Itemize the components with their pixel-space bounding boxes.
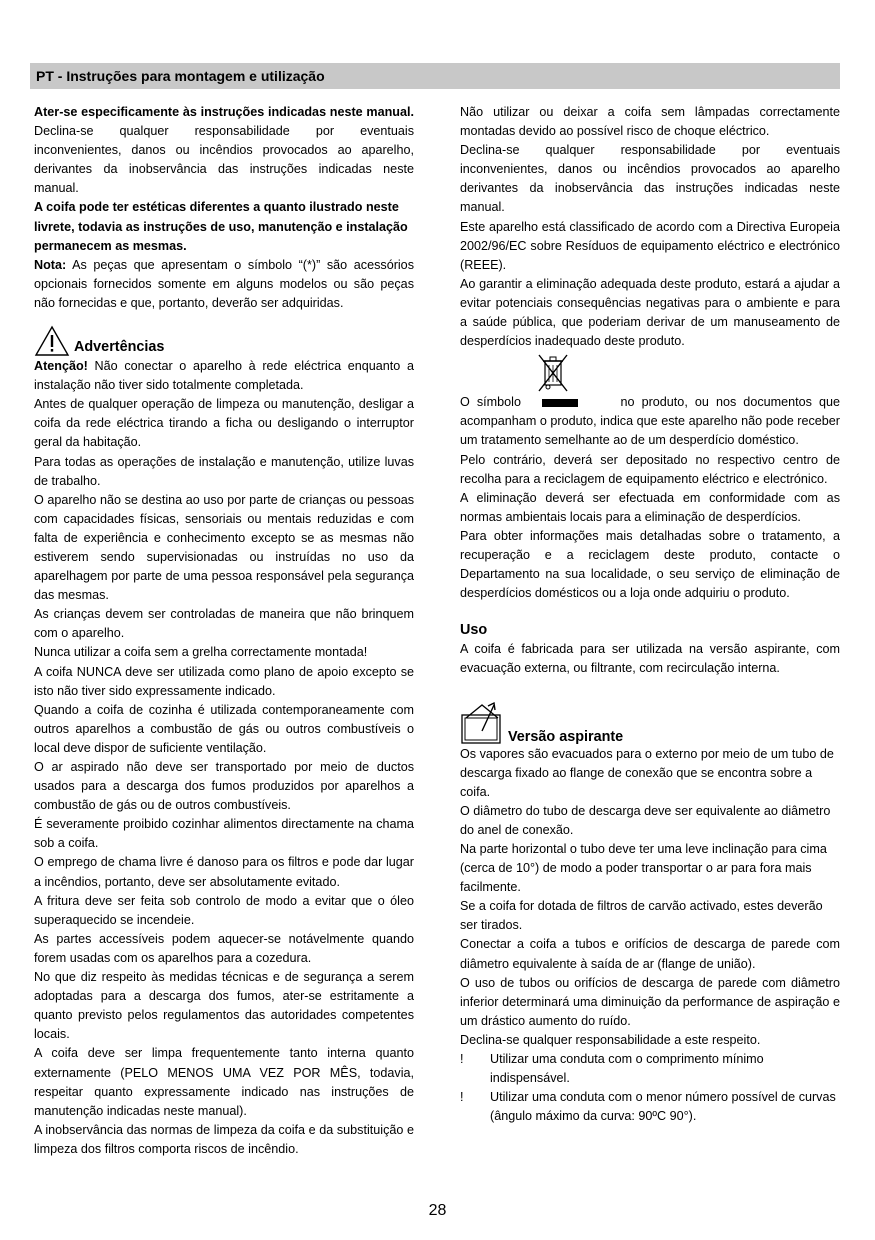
bullet-mark: ! [460,1052,464,1067]
weee-directive-paragraph: Este aparelho está classificado de acordo com a Directiva Europeia 2002/96/EC sobre Resíduos de equipamento eléctrico e electrónico (REEE). [460,219,840,272]
warning-paragraph: No que diz respeito às medidas técnicas e de segurança a serem adoptadas para a descarga dos fumos, ater-se estritamente a quanto previsto pelos regulamentos das autoridades competentes locais. [34,970,414,1042]
versao-paragraph: Na parte horizontal o tubo deve ter uma leve inclinação para cima (cerca de 10°) de modo a poder transportar o ar para fora mais facilmente. [460,842,827,895]
warning-paragraph: A coifa deve ser limpa frequentemente tanto interna quanto externamente (PELO MENOS UMA VEZ POR MÊS, todavia, respeitar quanto expressamente indicado nas instruções de manutenção indicadas neste manual). [34,1046,414,1118]
nota-paragraph [34,256,414,313]
intro-paragraph [34,103,414,198]
intro-text: Declina-se qualquer responsabilidade por eventuais inconvenientes, danos ou incêndios provocados ao aparelho, derivantes da inobservância das instruções indicadas neste manual. [34,124,414,196]
symbol-before: O símbolo [460,395,521,410]
warning-paragraph: O emprego de chama livre é danoso para os filtros e pode dar lugar a incêndios, portanto, deve ser absolutamente evitado. [34,855,414,889]
list-item [460,1088,840,1126]
crossed-bin-icon [536,353,570,393]
house-exhaust-icon [460,701,504,745]
collection-paragraph: Pelo contrário, deverá ser depositado no respectivo centro de recolha para a reciclagem de equipamento eléctrico e electrónico. [460,452,840,486]
right-column [460,103,840,1126]
warnings-heading-row [34,325,414,357]
uso-paragraph: A coifa é fabricada para ser utilizada na versão aspirante, com evacuação externa, ou filtrante, com recirculação interna. [460,642,840,676]
attention-text: Não conectar o aparelho à rede eléctrica enquanto a instalação não tiver sido totalmente completada. [34,359,414,393]
symbol-paragraph [460,393,840,450]
list-item [460,1050,840,1088]
warning-paragraph: Nunca utilizar a coifa sem a grelha correctamente montada! [34,645,368,660]
attention-label: Atenção! [34,359,88,374]
lamp-paragraph: Não utilizar ou deixar a coifa sem lâmpadas correctamente montadas devido ao possível risco de choque eléctrico. [460,105,840,139]
page-number: 28 [428,1202,447,1219]
environment-paragraph: A eliminação deverá ser efectuada em conformidade com as normas ambientais locais para a eliminação de desperdícios. [460,490,840,524]
versao-title: Versão aspirante [508,728,624,745]
nota-label: Nota: [34,257,67,272]
aesthetics-note: A coifa pode ter estéticas diferentes a quanto ilustrado neste livrete, todavia as instruções de uso, manutenção e instalação permanecem as mesmas. [34,200,408,253]
intro-bold: Ater-se especificamente às instruções indicadas neste manual. [34,105,414,119]
bullet-text: Utilizar uma conduta com o comprimento mínimo indispensável. [490,1052,764,1086]
left-column [34,103,414,1159]
warning-triangle-icon [34,325,70,357]
versao-disclaimer: Declina-se qualquer responsabilidade a este respeito. [460,1032,761,1047]
disclaimer-paragraph: Declina-se qualquer responsabilidade por eventuais inconvenientes, danos ou incêndios provocados ao aparelho derivantes da inobservância das instruções indicadas neste manual. [460,143,840,215]
warning-paragraph: Antes de qualquer operação de limpeza ou manutenção, desligar a coifa da rede eléctrica tirando a ficha ou desligando o interruptor geral da habitação. [34,397,414,450]
warning-paragraph: A coifa NUNCA deve ser utilizada como plano de apoio excepto se isto não tiver sido expressamente indicado. [34,664,414,698]
weee-bar-icon [542,399,578,407]
warning-paragraph: As crianças devem ser controladas de maneira que não brinquem com o aparelho. [34,607,414,641]
nota-text: As peças que apresentam o símbolo “(*)” são acessórios opcionais fornecidos somente em alguns modelos ou são peças não fornecidas e que, portanto, deverão ser adquiridas. [34,257,414,310]
versao-paragraph: Os vapores são evacuados para o externo por meio de um tubo de descarga fixado ao flange de conexão que se encontra sobre a coifa. [460,746,834,799]
weee-icon-row [460,351,840,393]
section-title: PT - Instruções para montagem e utilização [36,68,325,84]
warning-paragraph: As partes accessíveis podem aquecer-se notávelmente quando forem usadas com os aparelhos para a cozedura. [34,931,414,965]
warning-paragraph: É severamente proibido cozinhar alimentos directamente na chama sob a coifa. [34,817,414,851]
warning-paragraph: O aparelho não se destina ao uso por parte de crianças ou pessoas com capacidades físicas, sensoriais ou mentais reduzidas e com falta de experiência e conhecimento excepto se as mesmas não estiverem sendo supervisionadas ou instruídas no uso da aparelhagem por parte de uma pessoa responsável pela segurança das mesmas. [34,492,414,603]
disposal-paragraph: Ao garantir a eliminação adequada deste produto, estará a ajudar a evitar potenciais consequências negativas para o ambiente e para a saúde pública, que poderiam derivar de um manuseamento de desperdícios inadequado deste produto. [460,276,840,349]
versao-paragraph: Se a coifa for dotada de filtros de carvão activado, estes deverão ser tirados. [460,899,823,933]
bullet-mark: ! [460,1090,464,1105]
attention-paragraph [34,357,414,395]
versao-heading-row [460,701,840,745]
symbol-after: no produto, ou nos documentos que acompanham o produto, indica que este aparelho não pode receber um tratamento semelhante ao de um desperdício doméstico. [460,395,840,448]
bullet-text: Utilizar uma conduta com o menor número possível de curvas (ângulo máximo da curva: 90ºC 90°). [490,1090,836,1124]
versao-paragraph: O diâmetro do tubo de descarga deve ser equivalente ao diâmetro do anel de conexão. [460,803,831,837]
warning-paragraph: O ar aspirado não deve ser transportado por meio de ductos usados para a descarga dos fumos produzidos por aparelhos a combustão de gás ou de outros combustíveis. [34,760,414,813]
warnings-title: Advertências [74,339,165,356]
versao-paragraph: O uso de tubos ou orifícios de descarga de parede com diâmetro inferior determinará uma diminuição da performance de aspiração e um drástico aumento do ruído. [460,975,840,1028]
versao-body [460,745,840,936]
warning-paragraph: A fritura deve ser feita sob controlo de modo a evitar que o óleo superaquecido se incendeie. [34,893,414,927]
warning-paragraph: A inobservância das normas de limpeza da coifa e da substituição e limpeza dos filtros comporta riscos de incêndio. [34,1122,414,1156]
uso-title: Uso [460,622,488,639]
section-header [30,63,840,89]
info-paragraph: Para obter informações mais detalhadas sobre o tratamento, a recuperação e a reciclagem deste produto, contacte o Departamento na sua localidade, o seu serviço de eliminação de desperdícios domésticos ou a loja onde adquiriu o produto. [460,528,840,601]
versao-paragraph: Conectar a coifa a tubos e orifícios de descarga de parede com diâmetro equivalente à saída de ar (flange de união). [460,937,840,971]
warning-paragraph: Para todas as operações de instalação e manutenção, utilize luvas de trabalho. [34,454,414,488]
warning-paragraph: Quando a coifa de cozinha é utilizada contemporaneamente com outros aparelhos a combustão de gás ou outros combustíveis o local deve dispor de suficiente ventilação. [34,702,414,755]
